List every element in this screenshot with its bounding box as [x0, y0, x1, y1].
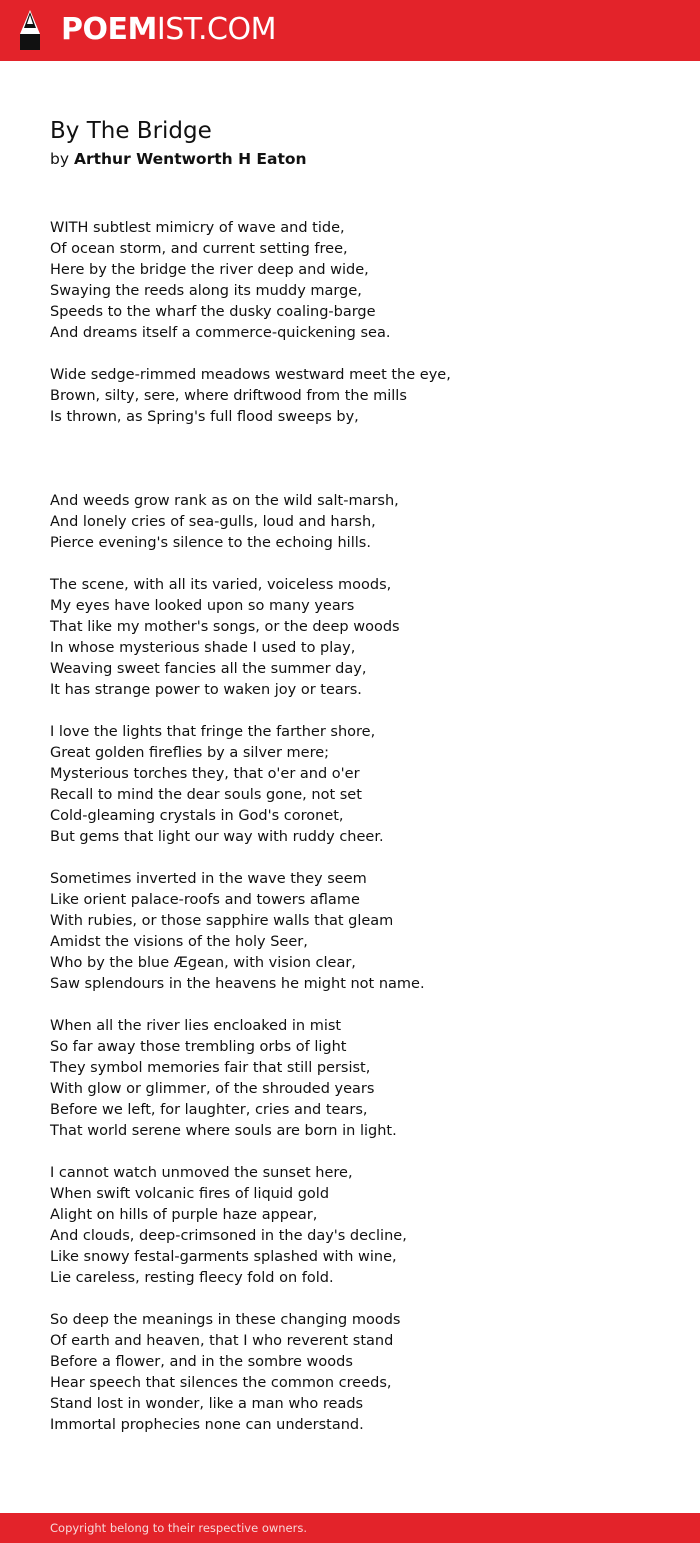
brand-bold: POEM: [61, 12, 157, 47]
poem-line: Cold-gleaming crystals in God's coronet,: [50, 808, 344, 824]
poem-line: It has strange power to waken joy or tears.: [50, 682, 362, 698]
poem-line: Weaving sweet fancies all the summer day,: [50, 661, 367, 677]
poem-line: Before a flower, and in the sombre woods: [50, 1354, 353, 1370]
poem-line: And clouds, deep-crimsoned in the day's decline,: [50, 1228, 407, 1244]
poem-line: Immortal prophecies none can understand.: [50, 1417, 364, 1433]
stanza: [50, 1310, 670, 1436]
poem-line: And lonely cries of sea-gulls, loud and harsh,: [50, 514, 376, 530]
site-logo[interactable]: [61, 12, 276, 48]
poem-line: In whose mysterious shade I used to play,: [50, 640, 356, 656]
stanza: [50, 575, 670, 701]
poem-line: Here by the bridge the river deep and wide,: [50, 262, 369, 278]
poem-line: The scene, with all its varied, voiceless moods,: [50, 577, 392, 593]
poem-line: With rubies, or those sapphire walls that gleam: [50, 913, 394, 929]
poem-line: WITH subtlest mimicry of wave and tide,: [50, 220, 345, 236]
poem-line: I cannot watch unmoved the sunset here,: [50, 1165, 353, 1181]
site-footer: [0, 1513, 700, 1543]
poem-line: Pierce evening's silence to the echoing hills.: [50, 535, 371, 551]
poem-line: Saw splendours in the heavens he might not name.: [50, 976, 425, 992]
poem-line: Speeds to the wharf the dusky coaling-barge: [50, 304, 376, 320]
poem-line: Sometimes inverted in the wave they seem: [50, 871, 367, 887]
poem-line: So far away those trembling orbs of light: [50, 1039, 347, 1055]
poem-line: And dreams itself a commerce-quickening sea.: [50, 325, 391, 341]
by-prefix: by: [50, 150, 70, 168]
poem-line: My eyes have looked upon so many years: [50, 598, 355, 614]
copyright-text: Copyright belong to their respective owners.: [50, 1521, 308, 1535]
stanza: [50, 722, 670, 848]
poem-line: Hear speech that silences the common creeds,: [50, 1375, 392, 1391]
poem-line: Before we left, for laughter, cries and tears,: [50, 1102, 368, 1118]
byline: [50, 148, 307, 170]
poem-line: That world serene where souls are born in light.: [50, 1123, 397, 1139]
poem-line: Amidst the visions of the holy Seer,: [50, 934, 308, 950]
stanza: [50, 365, 670, 428]
poem-line: With glow or glimmer, of the shrouded years: [50, 1081, 375, 1097]
poem-line: Who by the blue Ægean, with vision clear,: [50, 955, 356, 971]
poem-line: Swaying the reeds along its muddy marge,: [50, 283, 362, 299]
site-header: [0, 0, 700, 61]
poem-line: Recall to mind the dear souls gone, not set: [50, 787, 362, 803]
poem-title: By The Bridge: [50, 118, 212, 144]
poem-line: And weeds grow rank as on the wild salt-marsh,: [50, 493, 399, 509]
poem-line: I love the lights that fringe the farther shore,: [50, 724, 376, 740]
stanza: [50, 1016, 670, 1142]
poem-line: That like my mother's songs, or the deep woods: [50, 619, 400, 635]
poem-line: Brown, silty, sere, where driftwood from the mills: [50, 388, 407, 404]
poem-line: They symbol memories fair that still persist,: [50, 1060, 371, 1076]
brand-light: IST.COM: [156, 12, 276, 47]
poem-line: Mysterious torches they, that o'er and o'er: [50, 766, 360, 782]
author-name[interactable]: Arthur Wentworth H Eaton: [73, 150, 307, 168]
stanza: [50, 869, 670, 995]
poem-line: So deep the meanings in these changing moods: [50, 1312, 401, 1328]
poem-line: Stand lost in wonder, like a man who reads: [50, 1396, 364, 1412]
stanza: [50, 1163, 670, 1289]
poem-line: Of earth and heaven, that I who reverent stand: [50, 1333, 394, 1349]
poem-line: Like orient palace-roofs and towers aflame: [50, 892, 360, 908]
stanza: [50, 218, 670, 344]
poem-line: Of ocean storm, and current setting free,: [50, 241, 348, 257]
stanza: [50, 491, 670, 554]
poem-line: Great golden fireflies by a silver mere;: [50, 745, 330, 761]
pencil-icon[interactable]: [18, 10, 42, 52]
poem-line: Is thrown, as Spring's full flood sweeps by,: [50, 409, 359, 425]
poem-line: Wide sedge-rimmed meadows westward meet the eye,: [50, 367, 451, 383]
poem-line: Like snowy festal-garments splashed with wine,: [50, 1249, 397, 1265]
poem-line: When all the river lies encloaked in mist: [50, 1018, 342, 1034]
poem-line: Alight on hills of purple haze appear,: [50, 1207, 318, 1223]
poem-body: [50, 218, 670, 1457]
poem-line: But gems that light our way with ruddy cheer.: [50, 829, 384, 845]
poem-line: When swift volcanic fires of liquid gold: [50, 1186, 330, 1202]
poem-line: Lie careless, resting fleecy fold on fold.: [50, 1270, 334, 1286]
